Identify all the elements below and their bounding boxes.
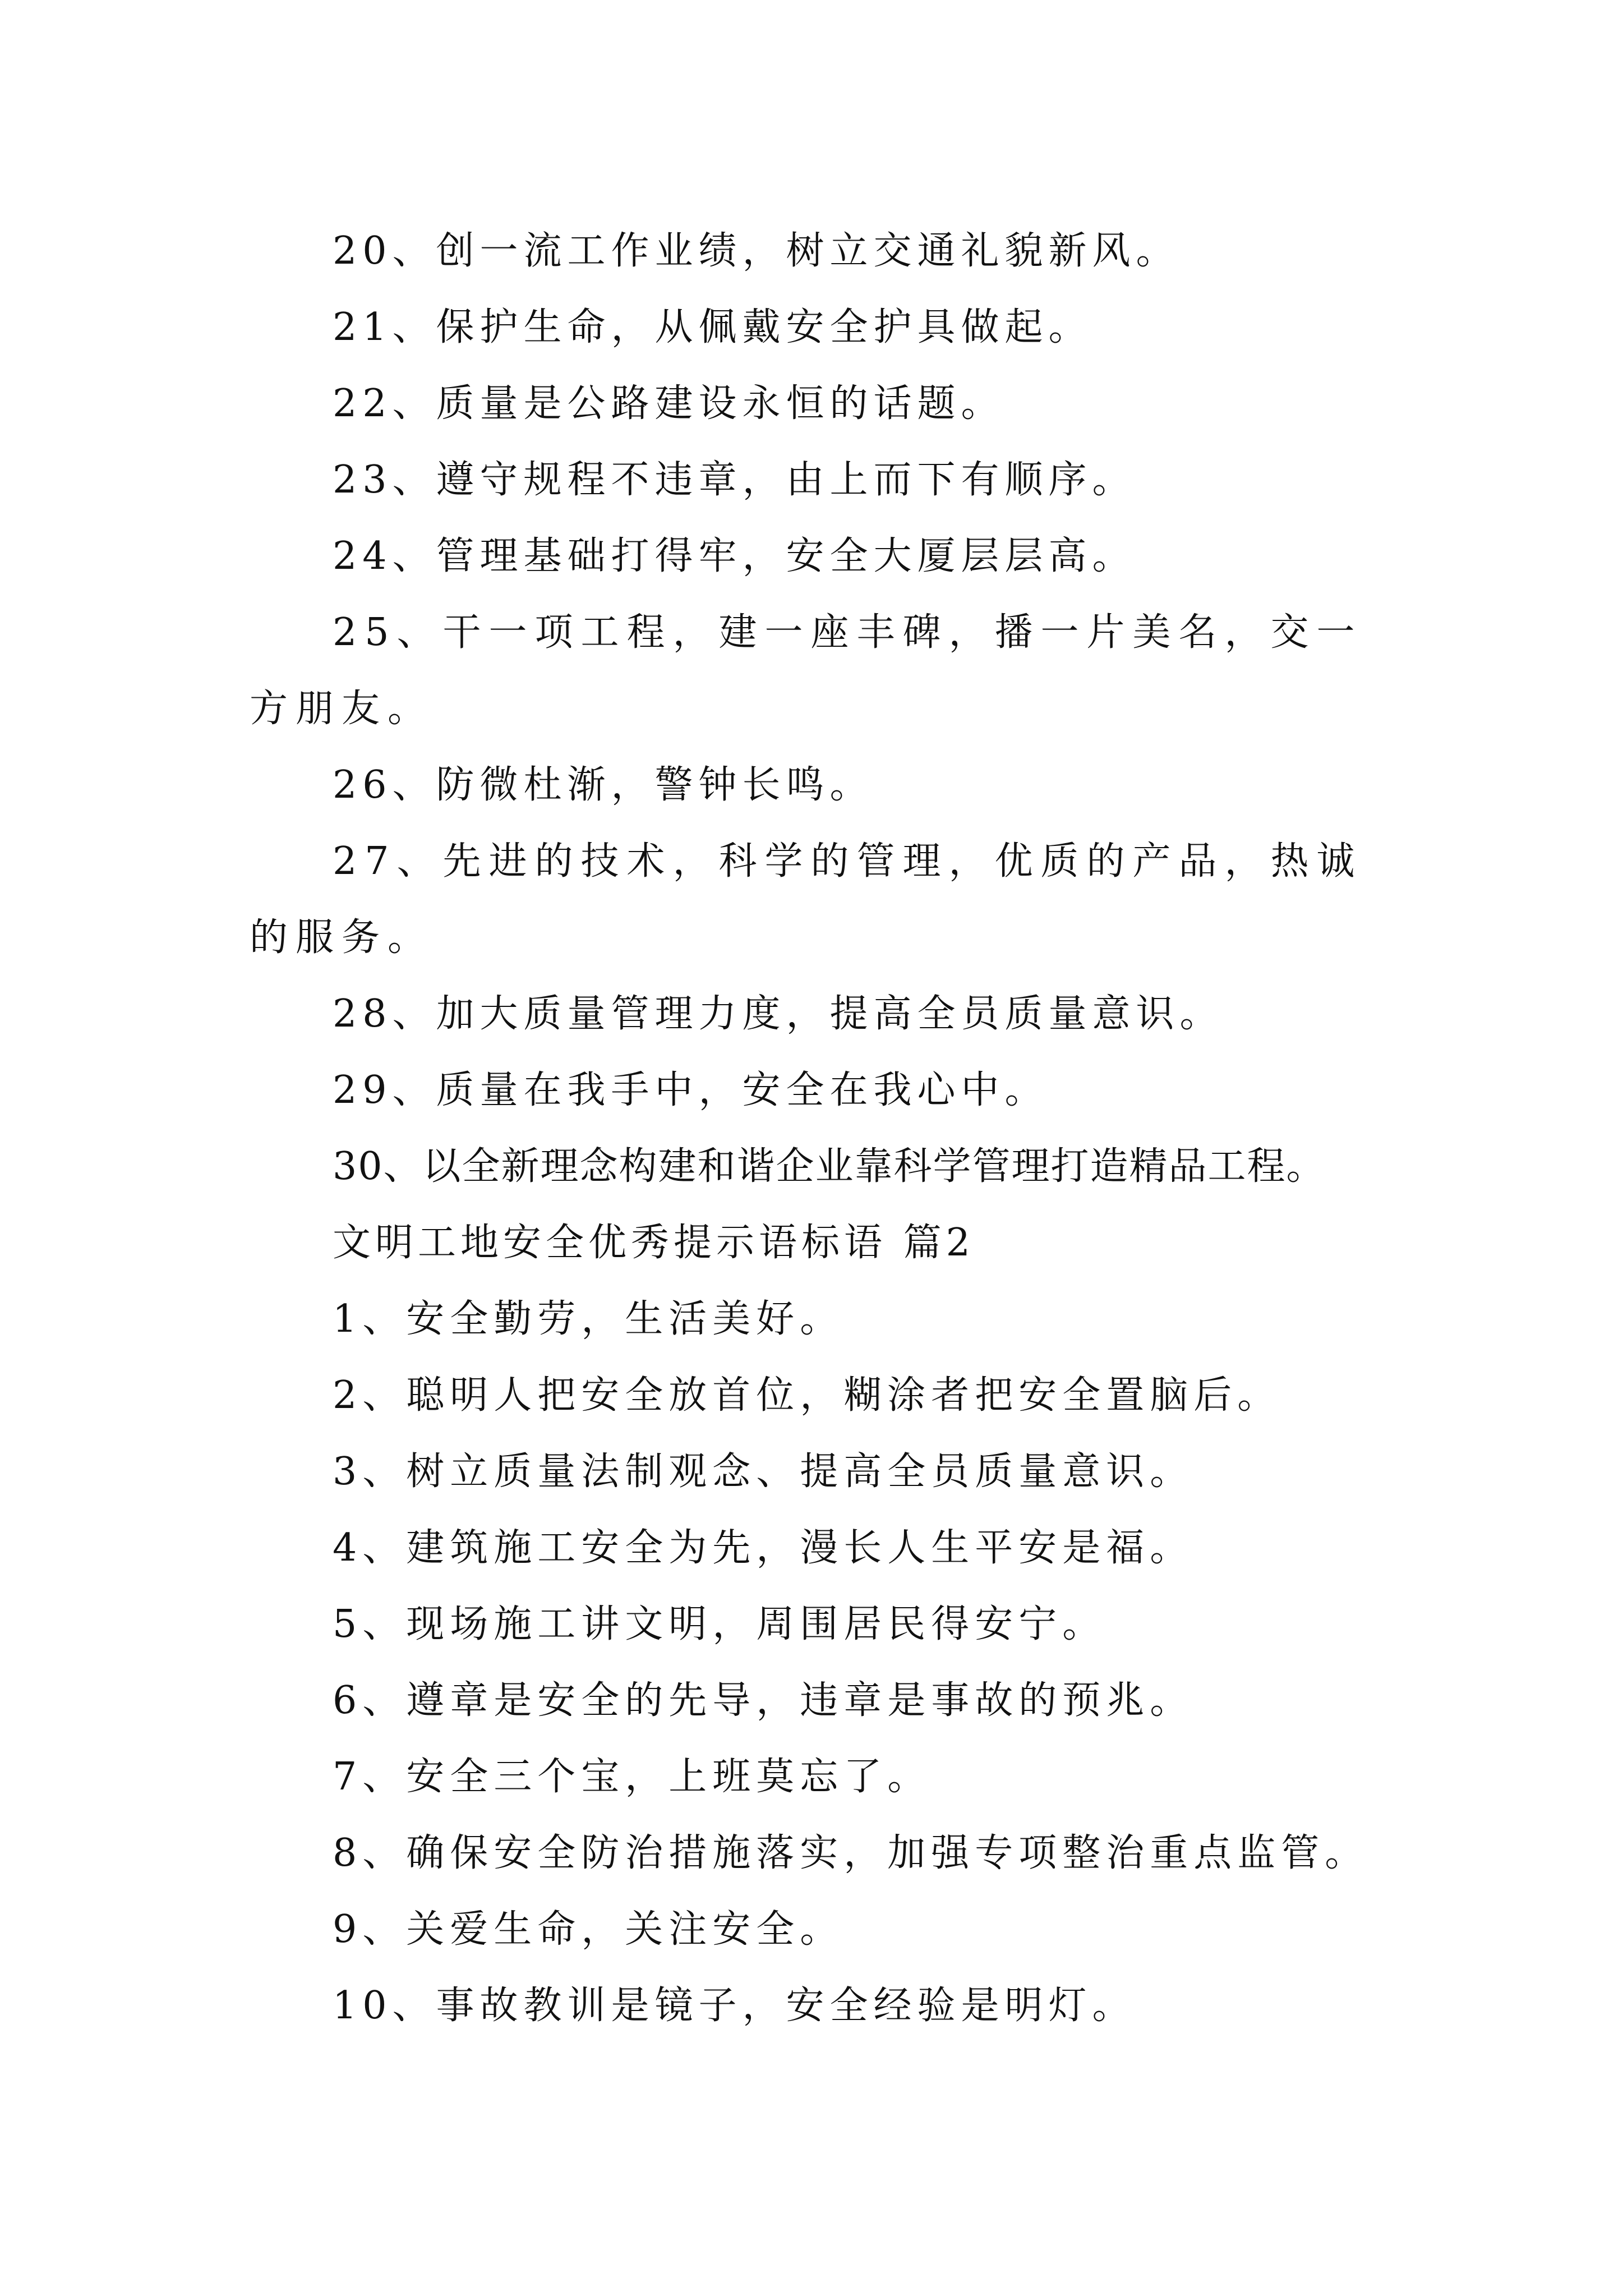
slogan-line: 21、保护生命，从佩戴安全护具做起。 <box>333 305 1092 349</box>
slogan-line: 23、遵守规程不违章，由上而下有顺序。 <box>333 458 1136 502</box>
slogan-line: 2、聪明人把安全放首位，糊涂者把安全置脑后。 <box>333 1373 1281 1418</box>
slogan-line: 20、创一流工作业绩，树立交通礼貌新风。 <box>333 229 1180 273</box>
slogan-line: 3、树立质量法制观念、提高全员质量意识。 <box>333 1450 1194 1494</box>
slogan-line: 28、加大质量管理力度，提高全员质量意识。 <box>333 992 1224 1036</box>
slogan-line: 25、干一项工程，建一座丰碑，播一片美名，交一方朋友。 <box>250 610 1363 731</box>
slogan-line: 4、建筑施工安全为先，漫长人生平安是福。 <box>333 1526 1194 1570</box>
slogan-line: 22、质量是公路建设永恒的话题。 <box>333 381 1005 426</box>
slogan-line: 29、质量在我手中，安全在我心中。 <box>333 1068 1049 1112</box>
slogan-line: 5、现场施工讲文明，周围居民得安宁。 <box>333 1602 1106 1646</box>
slogan-line: 1、安全勤劳，生活美好。 <box>333 1297 844 1341</box>
slogan-line: 7、安全三个宝，上班莫忘了。 <box>333 1755 932 1799</box>
slogan-line: 24、管理基础打得牢，安全大厦层层高。 <box>333 534 1136 578</box>
slogan-line: 8、确保安全防治措施落实，加强专项整治重点监管。 <box>333 1831 1369 1875</box>
document-body <box>250 213 1394 2044</box>
slogan-line: 6、遵章是安全的先导，违章是事故的预兆。 <box>333 1678 1194 1723</box>
slogan-line: 26、防微杜渐，警钟长鸣。 <box>333 763 874 807</box>
slogan-line: 27、先进的技术，科学的管理，优质的产品，热诚的服务。 <box>250 839 1363 960</box>
section-heading: 文明工地安全优秀提示语标语 篇2 <box>333 1221 975 1265</box>
slogan-line: 9、关爱生命，关注安全。 <box>333 1907 844 1952</box>
slogan-line: 30、以全新理念构建和谐企业靠科学管理打造精品工程。 <box>333 1144 1326 1189</box>
slogan-line: 10、事故教训是镜子，安全经验是明灯。 <box>333 1984 1136 2028</box>
